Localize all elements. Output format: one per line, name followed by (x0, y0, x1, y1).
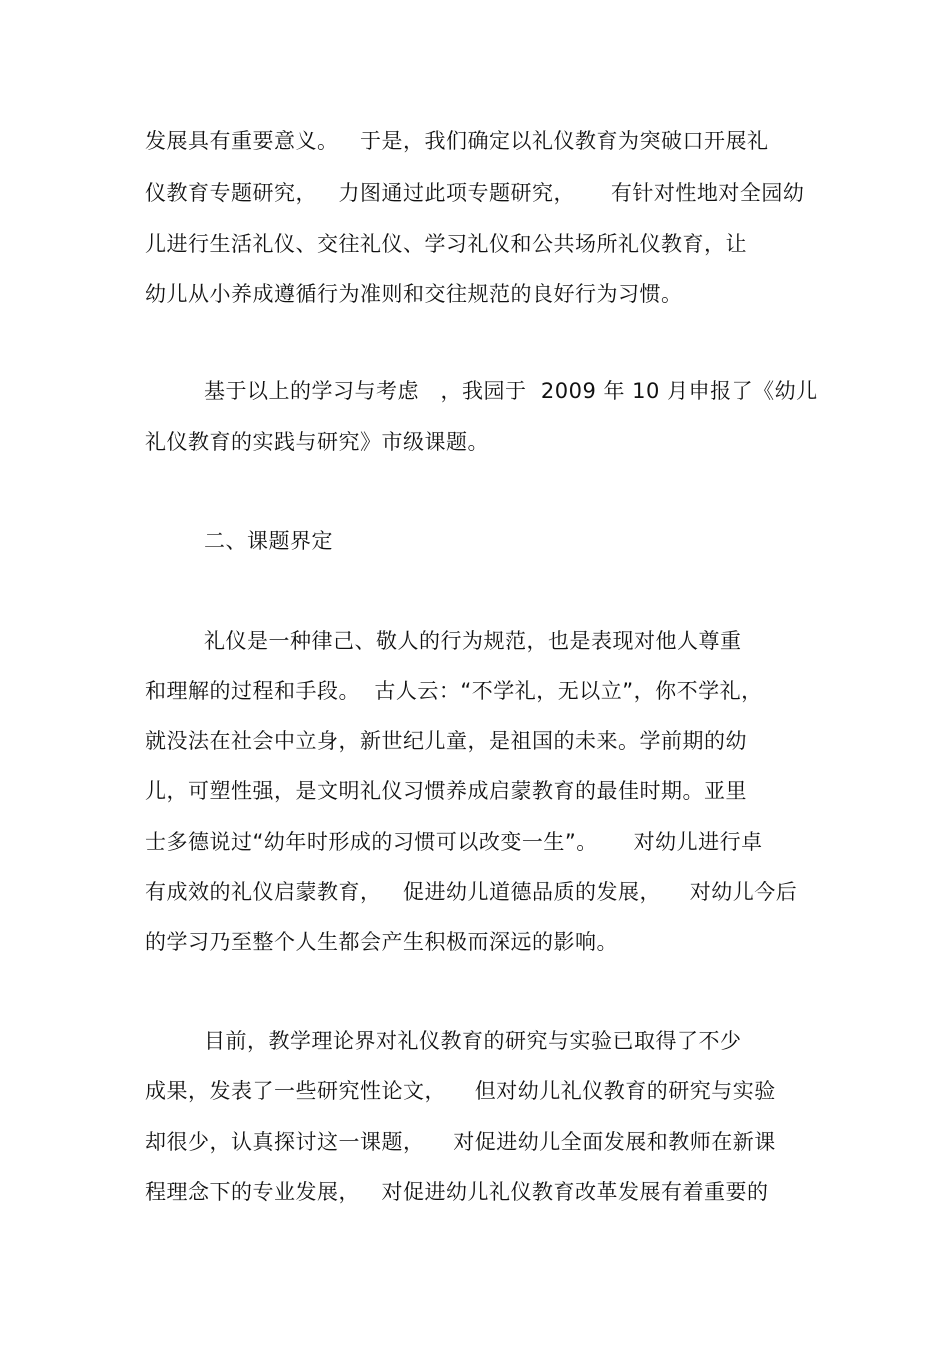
text-line: 程理念下的专业发展， 对促进幼儿礼仪教育改革发展有着重要的 (145, 1180, 769, 1204)
text-line: 幼儿从小养成遵循行为准则和交往规范的良好行为习惯。 (145, 282, 683, 306)
section-heading: 二、课题界定 (204, 529, 333, 553)
text-line: 儿进行生活礼仪、交往礼仪、学习礼仪和公共场所礼仪教育，让 (145, 232, 747, 256)
text-line: 发展具有重要意义。 于是，我们确定以礼仪教育为突破口开展礼 (145, 129, 769, 153)
text-line: 儿，可塑性强，是文明礼仪习惯养成启蒙教育的最佳时期。亚里 (145, 779, 747, 803)
text-line: 仪教育专题研究， 力图通过此项专题研究， 有针对性地对全园幼 (145, 181, 805, 205)
text-line: 礼仪是一种律己、敬人的行为规范，也是表现对他人尊重 (204, 629, 742, 653)
text-line: 基于以上的学习与考虑 ，我园于 2009 年 10 月申报了《幼儿 (204, 379, 818, 403)
text-line: 却很少，认真探讨这一课题， 对促进幼儿全面发展和教师在新课 (145, 1130, 776, 1154)
text-line: 有成效的礼仪启蒙教育， 促进幼儿道德品质的发展， 对幼儿今后 (145, 880, 798, 904)
text-line: 就没法在社会中立身，新世纪儿童，是祖国的未来。学前期的幼 (145, 729, 747, 753)
text-line: 目前，教学理论界对礼仪教育的研究与实验已取得了不少 (204, 1029, 742, 1053)
text-line: 礼仪教育的实践与研究》市级课题。 (145, 430, 489, 454)
text-line: 和理解的过程和手段。 古人云：“不学礼，无以立”，你不学礼， (145, 679, 763, 703)
text-line: 士多德说过“幼年时形成的习惯可以改变一生”。 对幼儿进行卓 (145, 830, 763, 854)
text-line: 的学习乃至整个人生都会产生积极而深远的影响。 (145, 930, 618, 954)
text-line: 成果，发表了一些研究性论文， 但对幼儿礼仪教育的研究与实验 (145, 1079, 776, 1103)
